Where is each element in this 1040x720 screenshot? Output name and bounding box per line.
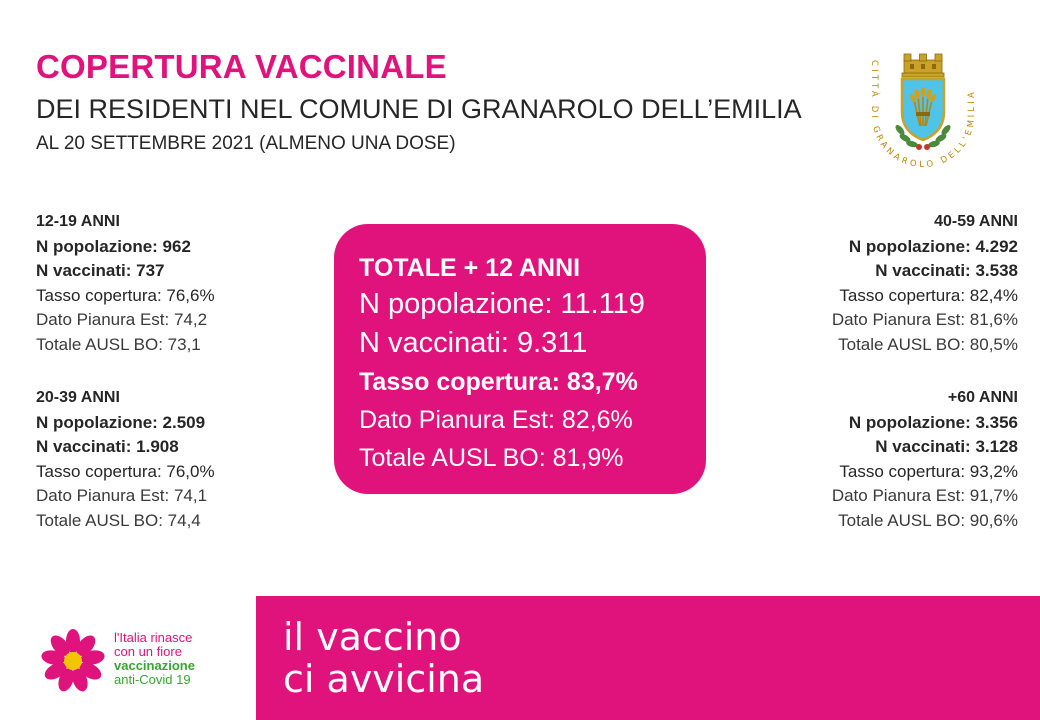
slogan-line-2: ci avvicina xyxy=(283,657,485,701)
total-summary-box xyxy=(334,224,706,494)
logo-line-3: vaccinazione xyxy=(114,658,195,673)
age-group-12-19 xyxy=(36,210,276,357)
granarolo-crest-logo xyxy=(858,46,988,184)
total-heading: TOTALE + 12 ANNI xyxy=(359,254,581,282)
page-subtitle: DEI RESIDENTI NEL COMUNE DI GRANAROLO DELL’EMILIA xyxy=(36,94,802,124)
population-count: N popolazione: 2.509 xyxy=(36,412,206,432)
group-heading: 12-19 ANNI xyxy=(36,213,120,230)
coverage-rate: Tasso copertura: 76,0% xyxy=(36,461,215,481)
age-group-20-39 xyxy=(36,386,276,533)
age-group-40-59 xyxy=(778,210,1018,357)
pianura-est-value: Dato Pianura Est: 91,7% xyxy=(831,486,1018,505)
total-coverage-rate: Tasso copertura: 83,7% xyxy=(359,368,638,396)
date-line: AL 20 SETTEMBRE 2021 (ALMENO UNA DOSE) xyxy=(36,133,456,154)
ausl-bo-value: Totale AUSL BO: 73,1 xyxy=(36,334,201,354)
vaccinated-count: N vaccinati: 737 xyxy=(36,261,165,280)
page-title: COPERTURA VACCINALE xyxy=(36,48,447,85)
population-count: N popolazione: 4.292 xyxy=(848,236,1018,256)
total-pianura-est: Dato Pianura Est: 82,6% xyxy=(359,406,633,434)
coverage-rate: Tasso copertura: 93,2% xyxy=(839,461,1018,481)
logo-line-4: anti-Covid 19 xyxy=(114,672,191,687)
campaign-logo-text xyxy=(114,631,195,687)
flower-logo-icon xyxy=(40,628,106,694)
total-ausl-bo: Totale AUSL BO: 81,9% xyxy=(359,444,624,472)
total-population: N popolazione: 11.119 xyxy=(359,288,645,320)
population-count: N popolazione: 3.356 xyxy=(848,412,1018,432)
slogan-line-1: il vaccino xyxy=(283,615,462,659)
ausl-bo-value: Totale AUSL BO: 74,4 xyxy=(36,510,201,530)
pianura-est-value: Dato Pianura Est: 74,2 xyxy=(36,310,208,329)
age-group-60-plus xyxy=(778,386,1018,533)
slogan-banner xyxy=(256,596,1040,720)
population-count: N popolazione: 962 xyxy=(36,236,191,256)
logo-line-2: con un fiore xyxy=(114,644,182,659)
vaccinated-count: N vaccinati: 3.538 xyxy=(875,261,1018,280)
ausl-bo-value: Totale AUSL BO: 90,6% xyxy=(838,510,1018,530)
coverage-rate: Tasso copertura: 82,4% xyxy=(839,285,1018,305)
pianura-est-value: Dato Pianura Est: 74,1 xyxy=(36,486,208,505)
vaccinated-count: N vaccinati: 1.908 xyxy=(36,437,179,456)
ausl-bo-value: Totale AUSL BO: 80,5% xyxy=(838,334,1018,354)
vaccinated-count: N vaccinati: 3.128 xyxy=(875,437,1018,456)
coverage-rate: Tasso copertura: 76,6% xyxy=(36,285,215,305)
group-heading: 20-39 ANNI xyxy=(36,389,120,406)
pianura-est-value: Dato Pianura Est: 81,6% xyxy=(831,310,1018,329)
total-vaccinated: N vaccinati: 9.311 xyxy=(359,327,588,359)
group-heading: 40-59 ANNI xyxy=(934,213,1018,230)
group-heading: +60 ANNI xyxy=(947,389,1018,406)
logo-line-1: l'Italia rinasce xyxy=(114,630,193,645)
svg-text:CITTÀ DI GRANAROLO DELL'EMILIA: CITTÀ DI GRANAROLO DELL'EMILIA xyxy=(868,60,978,171)
slogan xyxy=(283,616,484,700)
